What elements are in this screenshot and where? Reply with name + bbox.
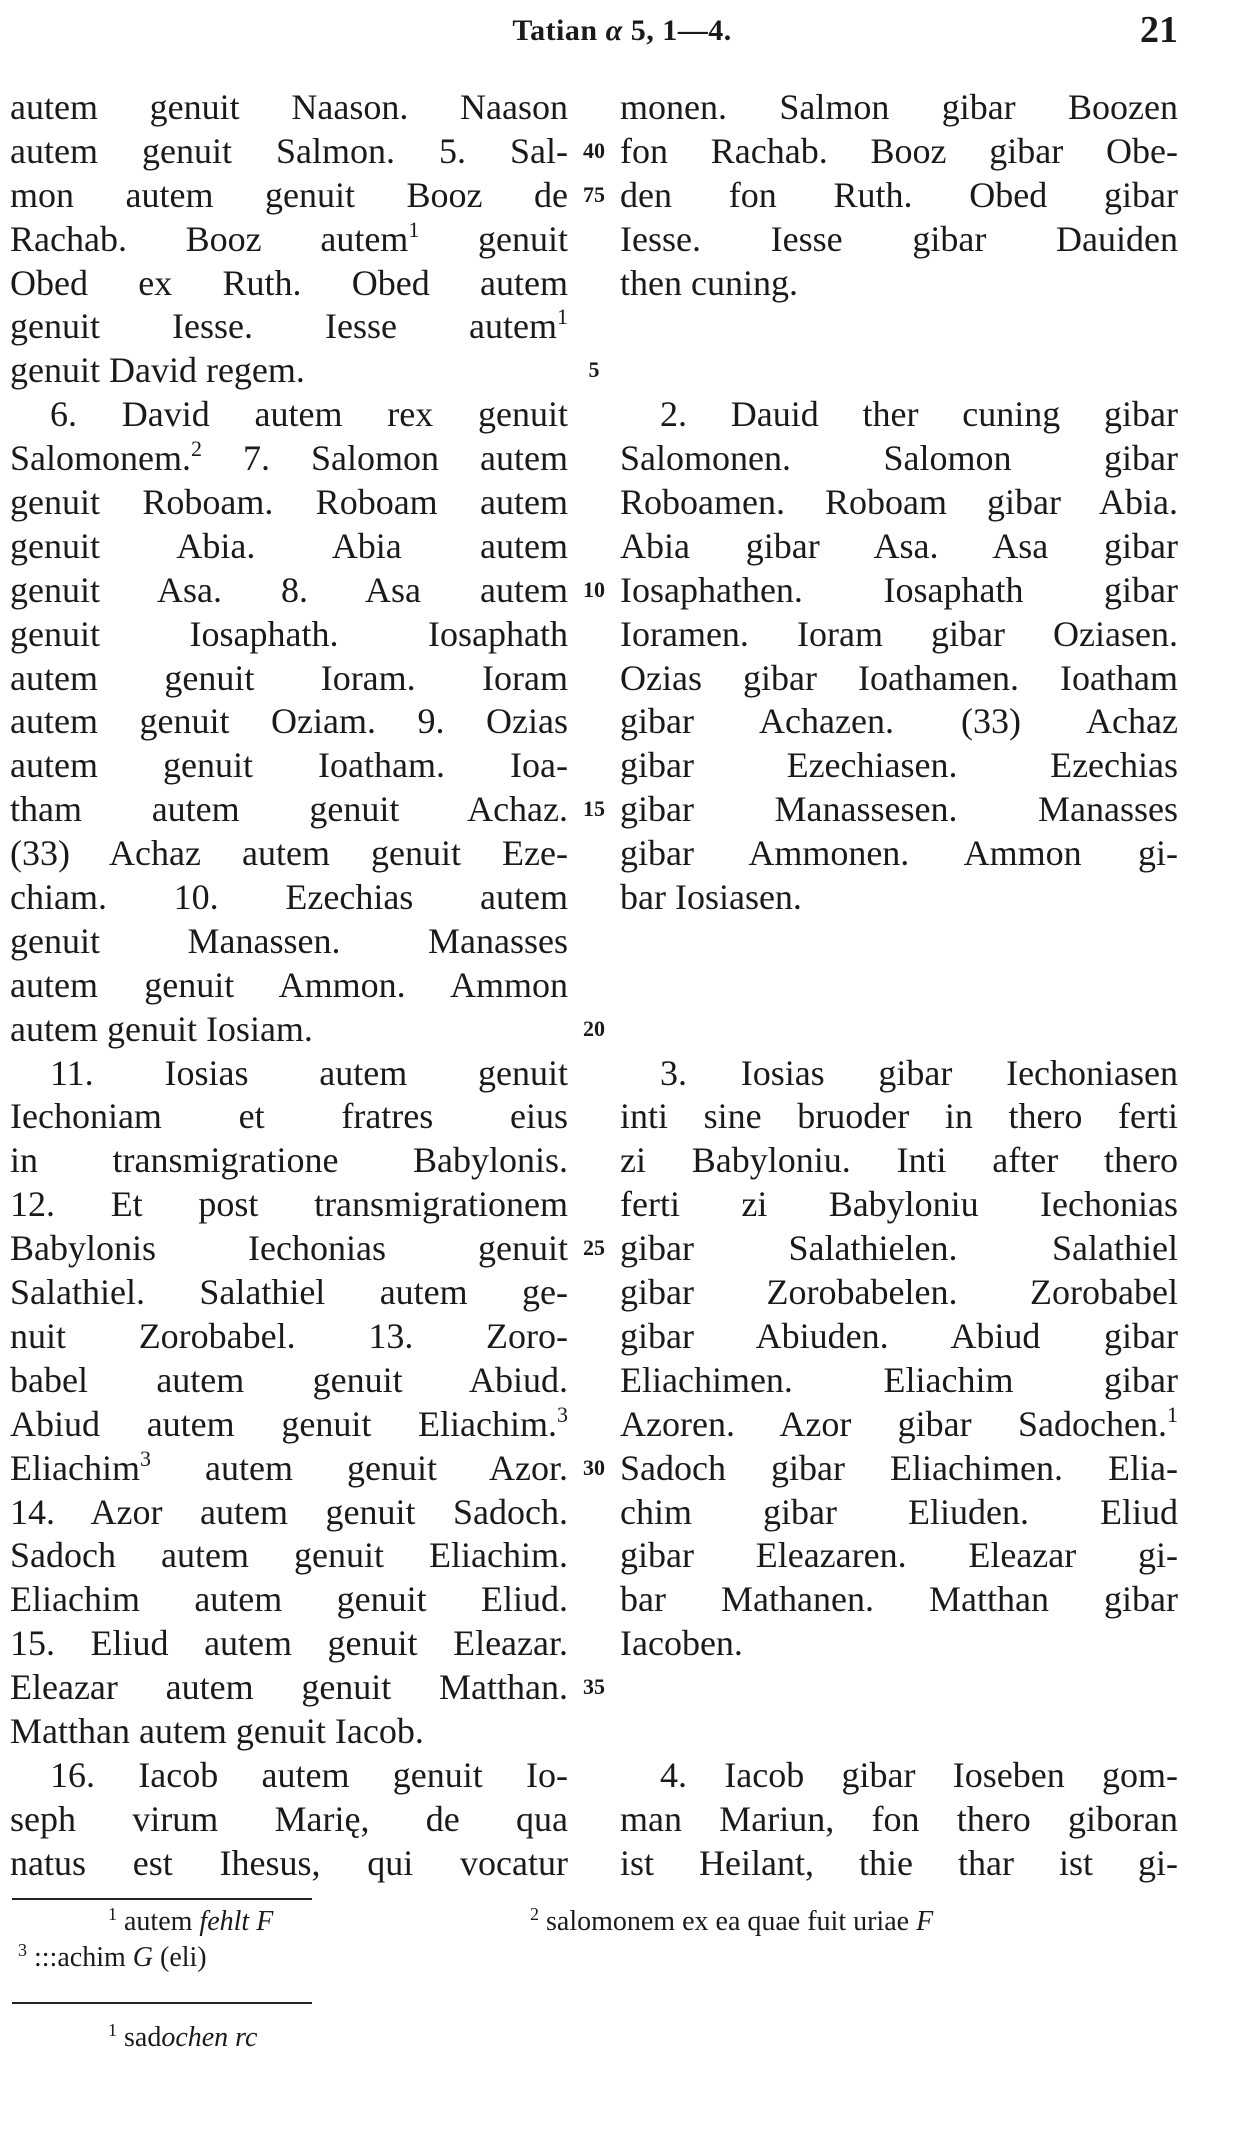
footnote-mark: 1 bbox=[108, 1904, 117, 1924]
line-text: Eliachim bbox=[10, 1447, 140, 1488]
line-text: Iosaphathen. Iosaphath gibar bbox=[620, 569, 1178, 610]
footnote-reference: 3 bbox=[139, 1445, 151, 1471]
blank-line bbox=[620, 1666, 1178, 1710]
right-text-line bbox=[620, 1534, 1178, 1578]
right-text-line bbox=[620, 876, 1178, 920]
right-text-line bbox=[620, 1754, 1178, 1798]
line-text: gibar Zorobabelen. Zorobabel bbox=[620, 1272, 1178, 1313]
left-text-line bbox=[10, 1095, 568, 1139]
line-text: natus est Ihesus, qui vocatur bbox=[10, 1842, 568, 1883]
right-text-line bbox=[620, 569, 1178, 613]
footnote-mark: 2 bbox=[530, 1904, 539, 1924]
right-text-line bbox=[620, 481, 1178, 525]
right-text-line bbox=[620, 1842, 1178, 1886]
running-title bbox=[0, 14, 1244, 48]
left-text-line bbox=[10, 832, 568, 876]
line-text: Obed ex Ruth. Obed autem bbox=[10, 262, 568, 303]
left-text-line bbox=[10, 86, 568, 130]
line-text-continued: autem genuit Azor. bbox=[150, 1447, 568, 1488]
line-text: in transmigratione Babylonis. bbox=[10, 1140, 568, 1181]
line-text: gibar Abiuden. Abiud gibar bbox=[620, 1315, 1178, 1356]
right-text-line bbox=[620, 1403, 1178, 1447]
footnote-lower-1 bbox=[108, 2022, 257, 2054]
line-text: genuit David regem. bbox=[10, 350, 305, 391]
footnote-text-tail: (eli) bbox=[153, 1942, 207, 1973]
line-text: bar Iosiasen. bbox=[620, 877, 802, 918]
right-text-line bbox=[620, 1622, 1178, 1666]
line-text: autem genuit Salmon. 5. Sal- bbox=[10, 130, 568, 171]
right-text-line bbox=[620, 1095, 1178, 1139]
line-text: Abiud autem genuit Eliachim. bbox=[10, 1403, 557, 1444]
right-text-line bbox=[620, 218, 1178, 262]
line-text: 16. Iacob autem genuit Io- bbox=[50, 1754, 568, 1795]
line-text: autem genuit Ammon. Ammon bbox=[10, 964, 568, 1005]
line-text: inti sine bruoder in thero ferti bbox=[620, 1096, 1178, 1137]
left-text-line bbox=[10, 788, 568, 832]
page-header bbox=[0, 6, 1244, 56]
footnote-reference: 1 bbox=[408, 216, 420, 242]
line-text: chim gibar Eliuden. Eliud bbox=[620, 1491, 1178, 1532]
line-text: tham autem genuit Achaz. bbox=[10, 789, 568, 830]
footnote-text: autem bbox=[117, 1906, 200, 1937]
right-text-line bbox=[620, 174, 1178, 218]
right-text-line bbox=[620, 525, 1178, 569]
blank-line bbox=[620, 1710, 1178, 1754]
left-text-line bbox=[10, 744, 568, 788]
line-text: 14. Azor autem genuit Sadoch. bbox=[10, 1491, 568, 1532]
footnote-rule bbox=[12, 1898, 312, 1900]
right-text-line bbox=[620, 1139, 1178, 1183]
line-text: 3. Iosias gibar Iechoniasen bbox=[660, 1052, 1178, 1093]
footnote-siglum: G bbox=[132, 1942, 153, 1973]
line-text: Ozias gibar Ioathamen. Ioatham bbox=[620, 657, 1178, 698]
line-text: gibar Ezechiasen. Ezechias bbox=[620, 745, 1178, 786]
footnote-mark: 1 bbox=[108, 2020, 117, 2040]
right-text-line bbox=[620, 1798, 1178, 1842]
right-text-line bbox=[620, 1359, 1178, 1403]
left-text-line bbox=[10, 130, 568, 174]
right-text-line bbox=[620, 657, 1178, 701]
left-text-line bbox=[10, 657, 568, 701]
line-text: 12. Et post transmigrationem bbox=[10, 1184, 568, 1225]
right-text-line bbox=[620, 393, 1178, 437]
line-text: monen. Salmon gibar Boozen bbox=[620, 87, 1178, 127]
footnote-3 bbox=[18, 1942, 207, 1974]
left-text-line bbox=[10, 525, 568, 569]
left-text-line bbox=[10, 1622, 568, 1666]
right-text-line bbox=[620, 1491, 1178, 1535]
line-text: then cuning. bbox=[620, 262, 798, 303]
right-text-line bbox=[620, 613, 1178, 657]
line-text: Iesse. Iesse gibar Dauiden bbox=[620, 218, 1178, 259]
line-number: 25 bbox=[583, 1235, 605, 1261]
right-text-line bbox=[620, 86, 1178, 130]
left-text-line bbox=[10, 1491, 568, 1535]
right-text-line bbox=[620, 1227, 1178, 1271]
title-range: 5, 1—4. bbox=[622, 14, 732, 47]
left-text-line bbox=[10, 1534, 568, 1578]
line-number: 40 bbox=[583, 137, 605, 163]
line-text: Salomonem. bbox=[10, 438, 191, 479]
left-text-line bbox=[10, 876, 568, 920]
line-text: Salomonen. Salomon gibar bbox=[620, 438, 1178, 479]
left-text-line bbox=[10, 218, 568, 262]
line-text: Iacoben. bbox=[620, 1623, 743, 1664]
footnote-rule-lower bbox=[12, 2002, 312, 2004]
line-text: autem genuit Ioatham. Ioa- bbox=[10, 745, 568, 786]
line-text: zi Babyloniu. Inti after thero bbox=[620, 1140, 1178, 1181]
line-text: den fon Ruth. Obed gibar bbox=[620, 174, 1178, 215]
title-text: Tatian bbox=[512, 14, 606, 47]
line-text: Babylonis Iechonias genuit bbox=[10, 1228, 568, 1269]
blank-line bbox=[620, 964, 1178, 1008]
left-text-line bbox=[10, 349, 568, 393]
blank-line bbox=[620, 1008, 1178, 1052]
line-text: babel autem genuit Abiud. bbox=[10, 1359, 568, 1400]
line-text: genuit Iesse. Iesse autem bbox=[10, 306, 557, 347]
line-text-continued: genuit bbox=[419, 218, 568, 259]
left-text-line bbox=[10, 481, 568, 525]
line-number: 5 bbox=[588, 357, 600, 383]
line-text: Eleazar autem genuit Matthan. bbox=[10, 1667, 568, 1708]
line-text: gibar Salathielen. Salathiel bbox=[620, 1228, 1178, 1269]
line-text: mon autem genuit Booz de bbox=[10, 174, 568, 215]
blank-line bbox=[620, 305, 1178, 349]
line-text: Abia gibar Asa. Asa gibar bbox=[620, 525, 1178, 566]
line-text: Matthan autem genuit Iacob. bbox=[10, 1710, 424, 1751]
footnote-siglum: ochen rc bbox=[161, 2022, 258, 2053]
old-high-german-column bbox=[620, 86, 1178, 1886]
line-text: 15. Eliud autem genuit Eleazar. bbox=[10, 1623, 568, 1664]
line-text: genuit Manassen. Manasses bbox=[10, 920, 568, 961]
line-text: gibar Ammonen. Ammon gi- bbox=[620, 833, 1178, 874]
latin-column bbox=[10, 86, 568, 1886]
right-text-line bbox=[620, 437, 1178, 481]
footnote-2 bbox=[530, 1906, 933, 1938]
line-text: man Mariun, fon thero giboran bbox=[620, 1798, 1178, 1839]
left-text-line bbox=[10, 920, 568, 964]
blank-line bbox=[620, 920, 1178, 964]
line-number: 35 bbox=[583, 1674, 605, 1700]
right-text-line bbox=[620, 130, 1178, 174]
left-text-line bbox=[10, 174, 568, 218]
left-text-line bbox=[10, 1227, 568, 1271]
line-text: autem genuit Naason. Naason bbox=[10, 87, 568, 127]
line-text: ferti zi Babyloniu Iechonias bbox=[620, 1184, 1178, 1225]
right-text-line bbox=[620, 1578, 1178, 1622]
left-text-line bbox=[10, 305, 568, 349]
right-text-line bbox=[620, 700, 1178, 744]
left-text-line bbox=[10, 964, 568, 1008]
line-text: genuit Roboam. Roboam autem bbox=[10, 482, 568, 523]
footnote-siglum: F bbox=[916, 1906, 934, 1937]
footnote-reference: 2 bbox=[190, 436, 202, 462]
title-alpha: α bbox=[605, 14, 623, 47]
line-text: Eliachimen. Eliachim gibar bbox=[620, 1359, 1178, 1400]
line-number: 75 bbox=[583, 181, 605, 207]
footnote-text: salomonem ex ea quae fuit uriae bbox=[539, 1906, 917, 1937]
left-text-line bbox=[10, 569, 568, 613]
footnote-1 bbox=[108, 1906, 273, 1938]
line-text: seph virum Marię, de qua bbox=[10, 1798, 568, 1839]
right-text-line bbox=[620, 1271, 1178, 1315]
line-text: Roboamen. Roboam gibar Abia. bbox=[620, 482, 1178, 523]
left-text-line bbox=[10, 393, 568, 437]
line-text-continued: 7. Salomon autem bbox=[201, 438, 568, 479]
line-text: Salathiel. Salathiel autem ge- bbox=[10, 1272, 568, 1313]
line-text: gibar Manassesen. Manasses bbox=[620, 789, 1178, 830]
right-text-line bbox=[620, 788, 1178, 832]
line-number: 10 bbox=[583, 576, 605, 602]
footnote-reference: 1 bbox=[557, 304, 568, 330]
left-text-line bbox=[10, 437, 568, 481]
footnote-siglum: fehlt F bbox=[199, 1906, 274, 1937]
line-text: (33) Achaz autem genuit Eze- bbox=[10, 833, 568, 874]
line-text: Ioramen. Ioram gibar Oziasen. bbox=[620, 613, 1178, 654]
left-text-line bbox=[10, 262, 568, 306]
line-text: autem genuit Iosiam. bbox=[10, 1008, 313, 1049]
line-text: 4. Iacob gibar Ioseben gom- bbox=[660, 1754, 1178, 1795]
line-text: 11. Iosias autem genuit bbox=[50, 1052, 568, 1093]
left-text-line bbox=[10, 700, 568, 744]
line-number: 20 bbox=[583, 1015, 605, 1041]
blank-line bbox=[620, 349, 1178, 393]
left-text-line bbox=[10, 1315, 568, 1359]
right-text-line bbox=[620, 1315, 1178, 1359]
left-text-line bbox=[10, 1008, 568, 1052]
right-text-line bbox=[620, 832, 1178, 876]
page-number: 21 bbox=[1140, 9, 1178, 51]
left-text-line bbox=[10, 1842, 568, 1886]
footnote-reference: 3 bbox=[557, 1401, 568, 1427]
line-number: 15 bbox=[583, 796, 605, 822]
footnote-mark: 3 bbox=[18, 1940, 27, 1960]
left-text-line bbox=[10, 1754, 568, 1798]
line-text: Eliachim autem genuit Eliud. bbox=[10, 1579, 568, 1620]
left-text-line bbox=[10, 1710, 568, 1754]
line-text: genuit Iosaphath. Iosaphath bbox=[10, 613, 568, 654]
left-text-line bbox=[10, 1666, 568, 1710]
left-text-line bbox=[10, 1359, 568, 1403]
footnote-text: :::achim bbox=[27, 1942, 133, 1973]
line-text: ist Heilant, thie thar ist gi- bbox=[620, 1842, 1178, 1883]
right-text-line bbox=[620, 262, 1178, 306]
line-text: Rachab. Booz autem bbox=[10, 218, 409, 259]
left-text-line bbox=[10, 1578, 568, 1622]
line-text: chiam. 10. Ezechias autem bbox=[10, 877, 568, 918]
right-text-line bbox=[620, 1447, 1178, 1491]
left-text-line bbox=[10, 613, 568, 657]
left-text-line bbox=[10, 1798, 568, 1842]
left-text-line bbox=[10, 1139, 568, 1183]
line-text: autem genuit Ioram. Ioram bbox=[10, 657, 568, 698]
line-text: Sadoch autem genuit Eliachim. bbox=[10, 1535, 568, 1576]
line-text: 2. Dauid ther cuning gibar bbox=[660, 394, 1178, 435]
left-text-line bbox=[10, 1052, 568, 1096]
right-text-line bbox=[620, 1052, 1178, 1096]
left-text-line bbox=[10, 1447, 568, 1491]
right-text-line bbox=[620, 744, 1178, 788]
line-text: fon Rachab. Booz gibar Obe- bbox=[620, 130, 1178, 171]
line-text: bar Mathanen. Matthan gibar bbox=[620, 1579, 1178, 1620]
line-text: Sadoch gibar Eliachimen. Elia- bbox=[620, 1447, 1178, 1488]
footnote-text: sad bbox=[117, 2022, 162, 2053]
left-text-line bbox=[10, 1183, 568, 1227]
line-text: genuit Asa. 8. Asa autem bbox=[10, 569, 568, 610]
line-text: gibar Eleazaren. Eleazar gi- bbox=[620, 1535, 1178, 1576]
line-text: 6. David autem rex genuit bbox=[50, 394, 568, 435]
line-text: gibar Achazen. (33) Achaz bbox=[620, 701, 1178, 742]
line-text: autem genuit Oziam. 9. Ozias bbox=[10, 701, 568, 742]
line-number: 30 bbox=[583, 1454, 605, 1480]
right-text-line bbox=[620, 1183, 1178, 1227]
line-text: nuit Zorobabel. 13. Zoro- bbox=[10, 1315, 568, 1356]
line-text: Iechoniam et fratres eius bbox=[10, 1096, 568, 1137]
line-text: Azoren. Azor gibar Sadochen. bbox=[620, 1403, 1167, 1444]
left-text-line bbox=[10, 1271, 568, 1315]
line-text: genuit Abia. Abia autem bbox=[10, 525, 568, 566]
left-text-line bbox=[10, 1403, 568, 1447]
footnote-reference: 1 bbox=[1167, 1401, 1178, 1427]
